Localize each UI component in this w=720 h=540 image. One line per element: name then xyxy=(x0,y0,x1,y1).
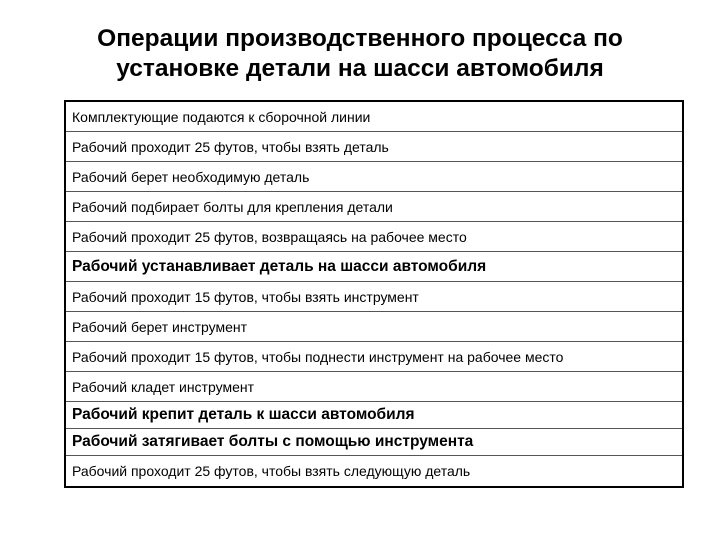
table-row xyxy=(66,162,682,192)
row-text: Рабочий затягивает болты с помощью инструмента xyxy=(72,433,474,450)
table-row xyxy=(66,222,682,252)
page-title xyxy=(0,24,720,84)
title-line-1: Операции производственного процесса по xyxy=(97,25,623,52)
row-text: Рабочий проходит 15 футов, чтобы взять инструмент xyxy=(72,288,419,305)
table-row xyxy=(66,402,682,429)
row-text: Рабочий проходит 15 футов, чтобы поднести инструмент на рабочее место xyxy=(72,348,564,365)
table-row xyxy=(66,342,682,372)
row-text: Рабочий крепит деталь к шасси автомобиля xyxy=(72,406,415,423)
table-row xyxy=(66,372,682,402)
table-row xyxy=(66,132,682,162)
row-text: Рабочий устанавливает деталь на шасси автомобиля xyxy=(72,257,487,275)
row-text: Рабочий берет инструмент xyxy=(72,318,248,335)
row-text: Рабочий проходит 25 футов, возвращаясь на рабочее место xyxy=(72,228,467,245)
table-row xyxy=(66,429,682,456)
row-text: Комплектующие подаются к сборочной линии xyxy=(72,108,371,125)
operations-table xyxy=(64,100,684,488)
title-line-2: установке детали на шасси автомобиля xyxy=(116,55,604,82)
table-row xyxy=(66,282,682,312)
table-row xyxy=(66,102,682,132)
table-row xyxy=(66,312,682,342)
row-text: Рабочий проходит 25 футов, чтобы взять следующую деталь xyxy=(72,463,471,479)
row-text: Рабочий берет необходимую деталь xyxy=(72,168,310,185)
table-row xyxy=(66,456,682,486)
table-row xyxy=(66,192,682,222)
table-row xyxy=(66,252,682,282)
row-text: Рабочий проходит 25 футов, чтобы взять деталь xyxy=(72,138,389,155)
row-text: Рабочий кладет инструмент xyxy=(72,378,254,395)
row-text: Рабочий подбирает болты для крепления детали xyxy=(72,198,393,215)
